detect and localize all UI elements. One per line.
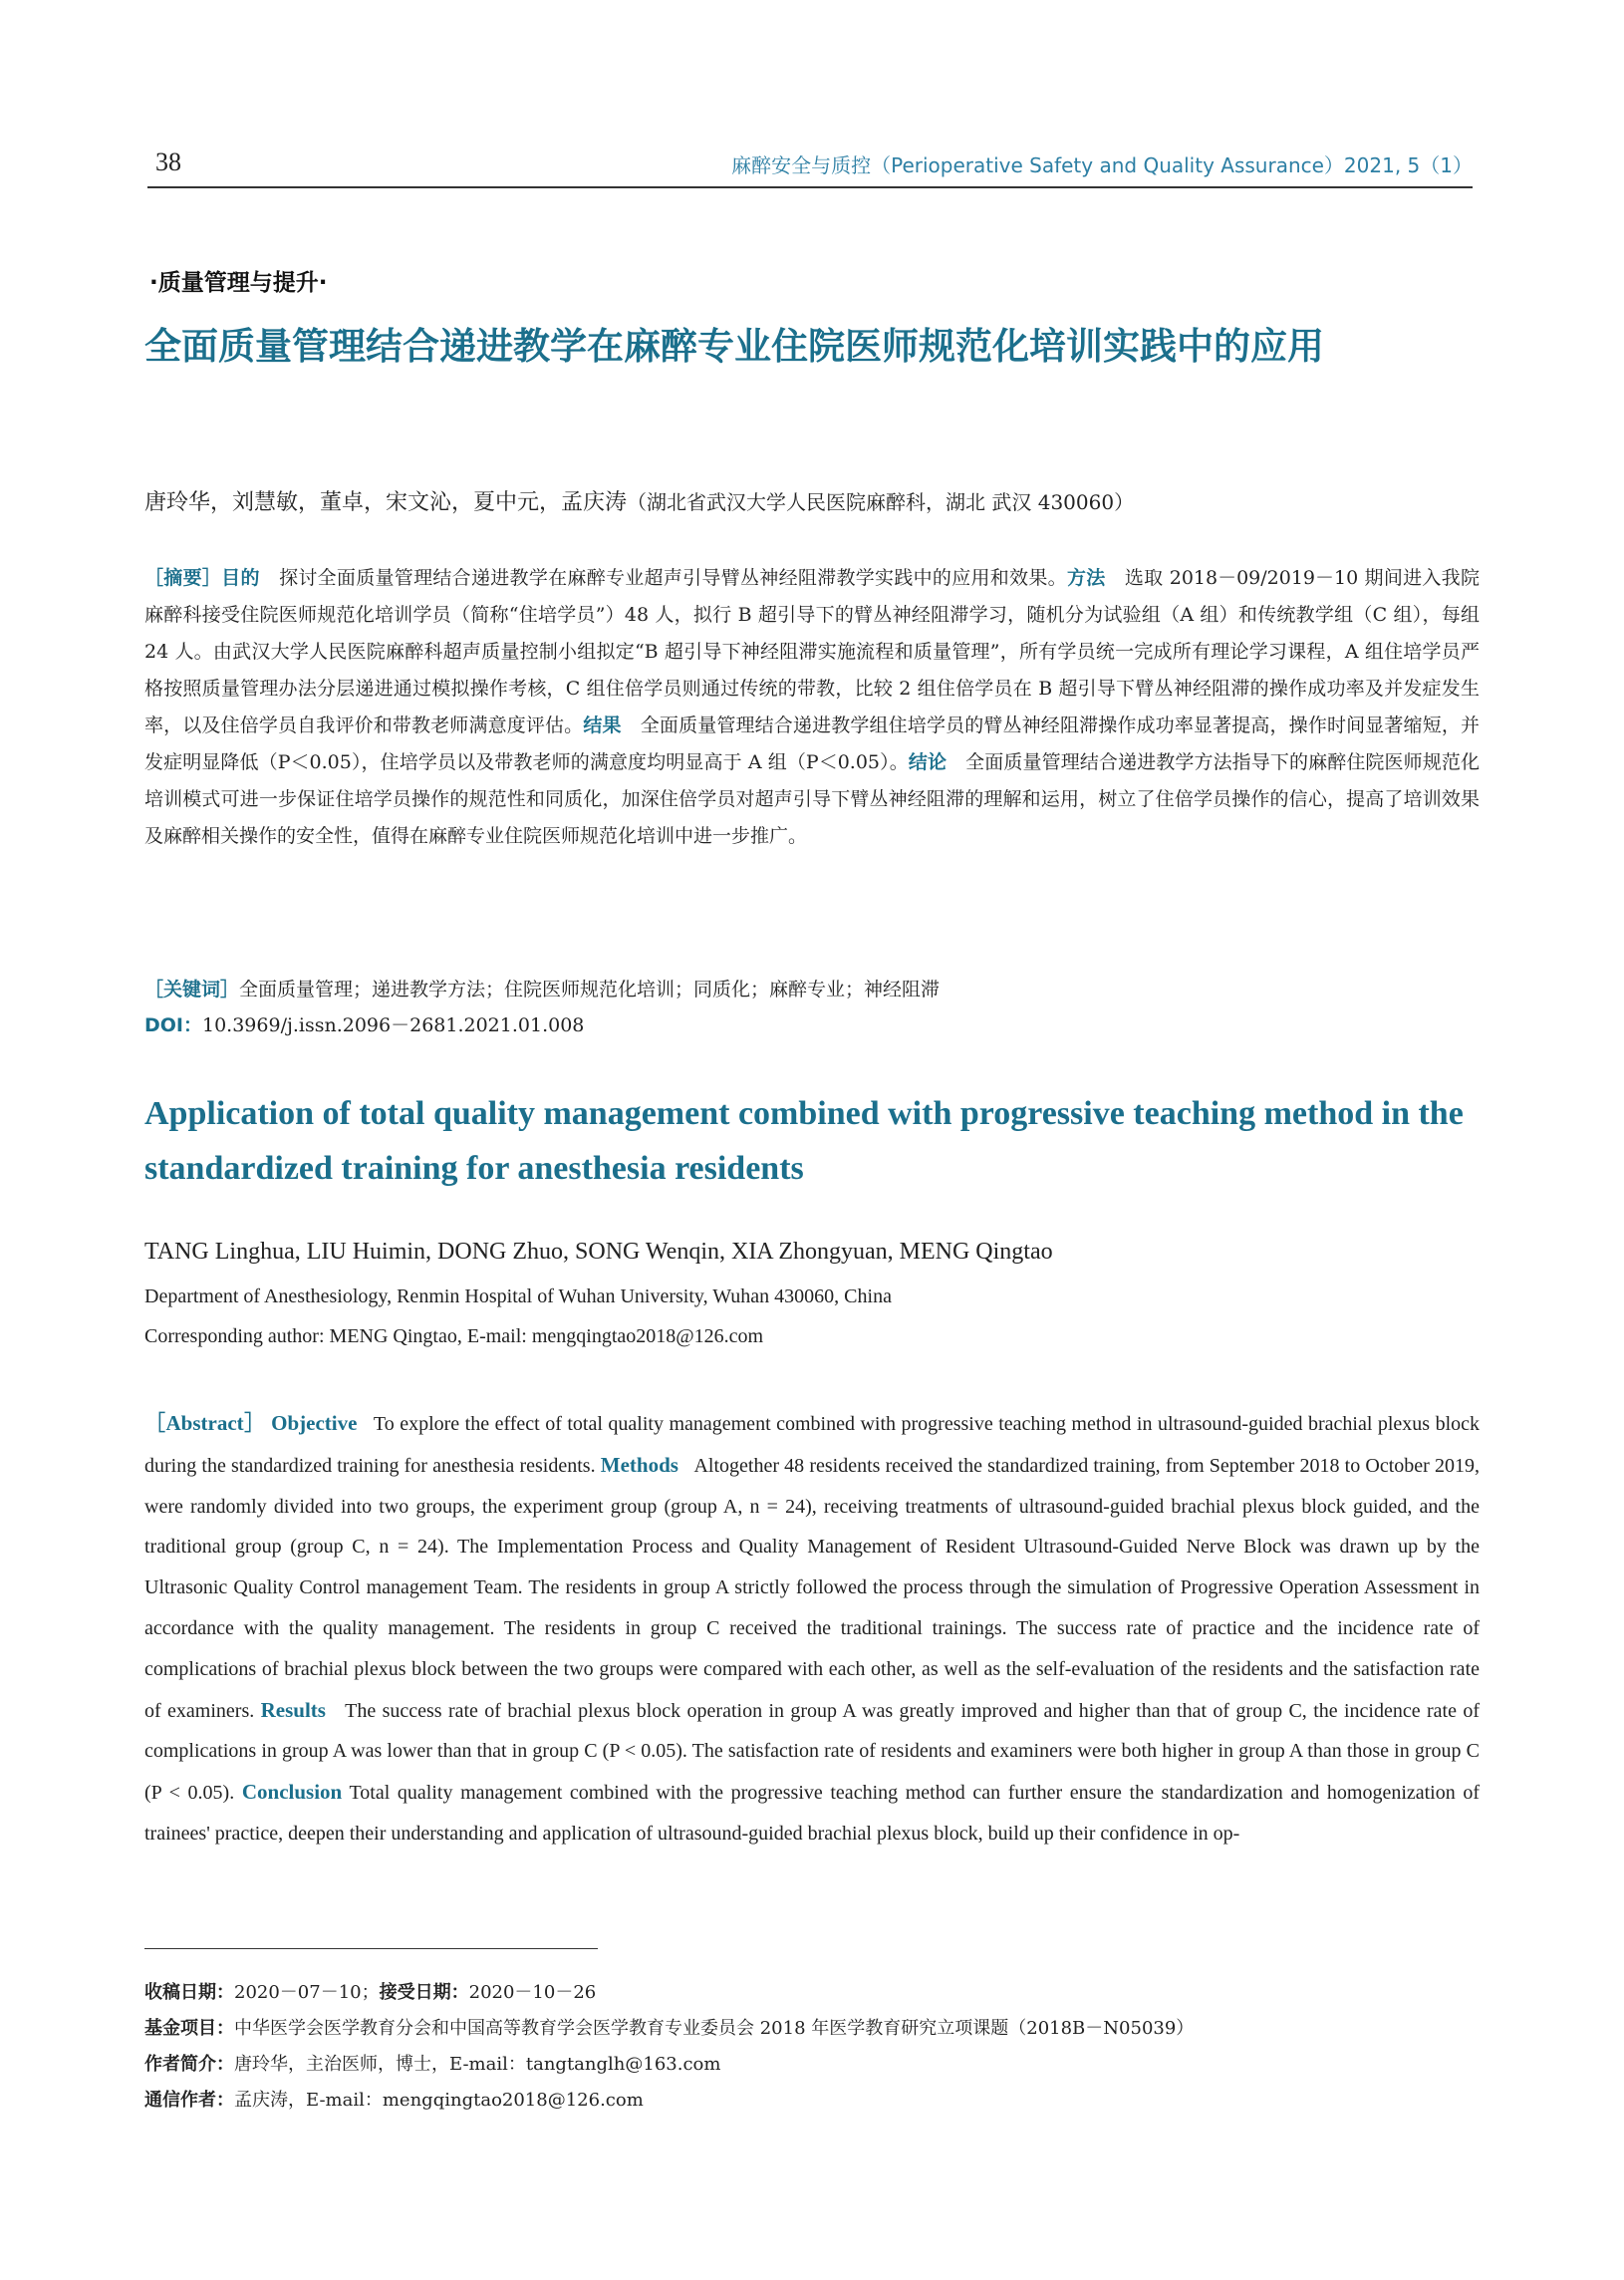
conclusion-label-en: Conclusion — [241, 1780, 343, 1805]
correspondence-label: 通信作者： — [144, 2090, 234, 2111]
results-text-cn: 全面质量管理结合递进教学组住培学员的臂丛神经阻滞操作成功率显著提高，操作时间显著缩短，并发症明显降低（P＜0.05），住培学员以及带教老师的满意度均明显高于 A 组（P＜0.05）。 — [144, 714, 1480, 773]
received-label: 收稿日期： — [144, 1982, 234, 2003]
received-date: 2020－07－10； — [234, 1982, 380, 2003]
conclusion-text-cn: 全面质量管理结合递进教学方法指导下的麻醉住院医师规范化培训模式可进一步保证住培学员操作的规范性和同质化，加深住倍学员对超声引导下臂丛神经阻滞的理解和运用，树立了住倍学员操作的信心，提高了培训效果及麻醉相关操作的安全性，值得在麻醉专业住院医师规范化培训中进一步推广。 — [144, 751, 1480, 847]
article-title-en: Application of total quality management combined with progressive teaching method in the standardized training for anesthesia residents — [144, 1095, 1464, 1187]
author-note — [144, 2047, 1480, 2083]
objective-text-cn: 探讨全面质量管理结合递进教学在麻醉专业超声引导臂丛神经阻滞教学实践中的应用和效果。 — [279, 567, 1067, 589]
results-label-cn: 结果 — [583, 714, 622, 736]
correspondence-text: 孟庆涛，E-mail：mengqingtao2018@126.com — [234, 2090, 644, 2111]
keywords-label-cn: ［关键词］ — [144, 979, 240, 1000]
author-note-label: 作者简介： — [144, 2054, 234, 2075]
column-heading: ·质量管理与提升· — [149, 270, 328, 296]
methods-text-cn: 选取 2018－09/2019－10 期间进入我院麻醉科接受住院医师规范化培训学员（简称“住培学员”）48 人，拟行 B 超引导下的臂丛神经阻滞学习，随机分为试验组（A 组）和传统教学组（C 组），每组 24 人。由武汉大学人民医院麻醉科超声质量控制小组拟定“B 超引导下神经阻滞实施流程和质量管理”，所有学员统一完成所有理论学习课程，A 组住培学员严格按照质量管理办法分层递进通过模拟操作考核，C 组住倍学员则通过传统的带教，比较 2 组住倍学员在 B 超引导下臂丛神经阻滞的操作成功率及并发症发生率，以及住倍学员自我评价和带教老师满意度评估。 — [144, 567, 1480, 736]
methods-label-en: Methods — [600, 1452, 678, 1477]
journal-citation: 麻醉安全与质控（Perioperative Safety and Quality Assurance）2021, 5（1） — [731, 153, 1473, 177]
abstract-label-cn: ［摘要］ — [144, 567, 222, 589]
dates-note — [144, 1975, 1480, 2011]
abstract-cn — [144, 560, 1480, 855]
abstract-en — [144, 1403, 1480, 1854]
fund-text: 中华医学会医学教育分会和中国高等教育学会医学教育专业委员会 2018 年医学教育研究立项课题（2018B－N05039） — [234, 2018, 1195, 2039]
footnote-divider — [144, 1948, 598, 1949]
doi-label: DOI： — [144, 1014, 202, 1036]
authors-en: TANG Linghua, LIU Huimin, DONG Zhuo, SONG Wenqin, XIA Zhongyuan, MENG Qingtao — [144, 1239, 1053, 1265]
author-note-text: 唐玲华，主治医师，博士，E-mail：tangtanglh@163.com — [234, 2054, 721, 2075]
abstract-label-en: ［Abstract］ — [144, 1411, 266, 1435]
keywords-text-cn: 全面质量管理；递进教学方法；住院医师规范化培训；同质化；麻醉专业；神经阻滞 — [239, 979, 941, 1000]
header-divider — [147, 186, 1473, 188]
objective-label-en: Objective — [271, 1411, 358, 1435]
doi-value[interactable]: 10.3969/j.issn.2096－2681.2021.01.008 — [202, 1014, 585, 1036]
conclusion-label-cn: 结论 — [908, 751, 947, 773]
fund-label: 基金项目： — [144, 2018, 234, 2039]
correspondence-note — [144, 2083, 1480, 2119]
article-title-cn: 全面质量管理结合递进教学在麻醉专业住院医师规范化培训实践中的应用 — [144, 325, 1324, 368]
doi-line — [144, 1007, 1480, 1044]
keywords-cn — [144, 972, 1480, 1008]
corresponding-author-en: Corresponding author: MENG Qingtao, E-mail: mengqingtao2018@126.com — [144, 1325, 764, 1347]
accepted-date: 2020－10－26 — [468, 1982, 597, 2003]
page-number: 38 — [155, 147, 181, 176]
methods-text-en: Altogether 48 residents received the standardized training, from September 2018 to October 2019, were randomly divided into two groups, the experiment group (group A, n = 24), receiving treatments of ultrasound-guided brachial plexus block guided, and the traditional group (group C, n = 24). The Implementation Process and Quality Management of Resident Ultrasound-Guided Nerve Block was drawn up by the Ultrasonic Quality Control management Team. The residents in group A strictly followed the process through the simulation of Progressive Operation Assessment in accordance with the quality management. The residents in group C received the traditional trainings. The success rate of practice and the incidence rate of complications of brachial plexus block between the two groups were compared with each other, as well as the self-evaluation of the residents and the satisfaction rate of examiners. — [144, 1454, 1480, 1722]
conclusion-text-en: Total quality management combined with the progressive teaching method can further ensure the standardization and homogenization of trainees' practice, deepen their understanding and application of ultrasound-guided brachial plexus block, build up their confidence in op- — [144, 1782, 1481, 1845]
accepted-label: 接受日期： — [379, 1982, 469, 2003]
fund-note — [144, 2011, 1480, 2047]
affiliation-cn: （湖北省武汉大学人民医院麻醉科，湖北 武汉 430060） — [627, 490, 1135, 514]
running-header — [147, 147, 1473, 187]
objective-text-en: To explore the effect of total quality management combined with progressive teaching method in ultrasound-guided brachial plexus block during the standardized training for anesthesia residents. — [144, 1413, 1481, 1477]
results-text-en: The success rate of brachial plexus block operation in group A was greatly improved and higher than that of group C, the incidence rate of complications in group A was lower than that in group C (P < 0.05). The satisfaction rate of residents and examiners were both higher in group A than those in group C (P < 0.05). — [144, 1699, 1481, 1805]
objective-label-cn: 目的 — [221, 567, 260, 589]
footnotes — [144, 1975, 1480, 2119]
results-label-en: Results — [260, 1697, 326, 1722]
authors-cn: 唐玲华，刘慧敏，董卓，宋文沁，夏中元，孟庆涛 — [144, 490, 628, 515]
author-line-cn — [144, 485, 1480, 520]
affiliation-en: Department of Anesthesiology, Renmin Hospital of Wuhan University, Wuhan 430060, China — [144, 1285, 892, 1307]
methods-label-cn: 方法 — [1066, 567, 1106, 589]
